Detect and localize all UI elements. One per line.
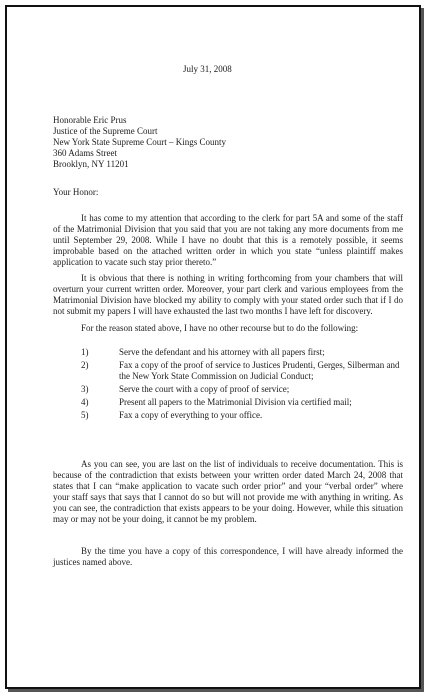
- list-item-number: 4): [81, 397, 89, 407]
- list-item-text: Fax a copy of everything to your office.: [119, 410, 263, 420]
- recipient-line: Brooklyn, NY 11201: [53, 159, 129, 169]
- body-paragraph: For the reason stated above, I have no other recourse but to do the following:: [81, 323, 359, 333]
- list-item-text: Fax a copy of the proof of service to Justices Prudenti, Gerges, Silberman and the New York State Commission on Judicial Conduct;: [119, 360, 400, 381]
- list-item-number: 3): [81, 384, 89, 394]
- list-item: [81, 384, 403, 395]
- salutation: Your Honor:: [53, 187, 99, 197]
- list-item: [81, 410, 403, 421]
- list-item: [81, 360, 403, 382]
- paragraph-text: As you can see, you are last on the list of individuals to receive documentation. This is because of the contradiction that exists between your written order dated March 24, 2008 that states that I can “make application to vacate such order prior” and your “verbal order” where your staff says that says that I cannot do so but will not provide me with anything in writing. As you can see, the contradiction that exists appears to be your doing. However, while this situation may or may not be your doing, it cannot be my problem.: [53, 459, 403, 524]
- list-item-text: Present all papers to the Matrimonial Division via certified mail;: [119, 397, 352, 407]
- letter-page: [7, 7, 419, 687]
- recipient-line: Honorable Eric Prus: [53, 115, 127, 125]
- recipient-line: Justice of the Supreme Court: [53, 126, 158, 136]
- paragraph-text: It has come to my attention that according to the clerk for part 5A and some of the staff of the Matrimonial Division that you said that you are not taking any more documents from me until September 29, 2008. While I have no doubt that this is a remotely possible, it seems improbable based on the attached written order in which you state “unless plaintiff makes application to vacate such stay prior thereto.”: [53, 213, 403, 267]
- recipient-line: 360 Adams Street: [53, 148, 117, 158]
- letter-date: July 31, 2008: [183, 64, 232, 74]
- body-paragraph: [53, 273, 403, 317]
- document-frame: [5, 5, 421, 689]
- action-list: [81, 347, 403, 423]
- body-paragraph: [53, 213, 403, 268]
- list-item-text: Serve the court with a copy of proof of service;: [119, 384, 290, 394]
- list-item-text: Serve the defendant and his attorney with all papers first;: [119, 347, 325, 357]
- list-item: [81, 397, 403, 408]
- list-item-number: 2): [81, 360, 89, 370]
- list-item-number: 1): [81, 347, 89, 357]
- paragraph-text: By the time you have a copy of this correspondence, I will have already informed the justices named above.: [53, 546, 403, 567]
- body-paragraph: [53, 459, 403, 525]
- recipient-address: [53, 115, 226, 170]
- recipient-line: New York State Supreme Court – Kings County: [53, 137, 226, 147]
- list-item: [81, 347, 403, 358]
- body-paragraph: [53, 546, 403, 568]
- list-item-number: 5): [81, 410, 89, 420]
- paragraph-text: It is obvious that there is nothing in writing forthcoming from your chambers that will overturn your current written order. Moreover, your part clerk and various employees from the Matrimonial Division have blocked my ability to comply with your stated order such that if I do not submit my papers I will have exhausted the last two months I have left for discovery.: [53, 273, 403, 316]
